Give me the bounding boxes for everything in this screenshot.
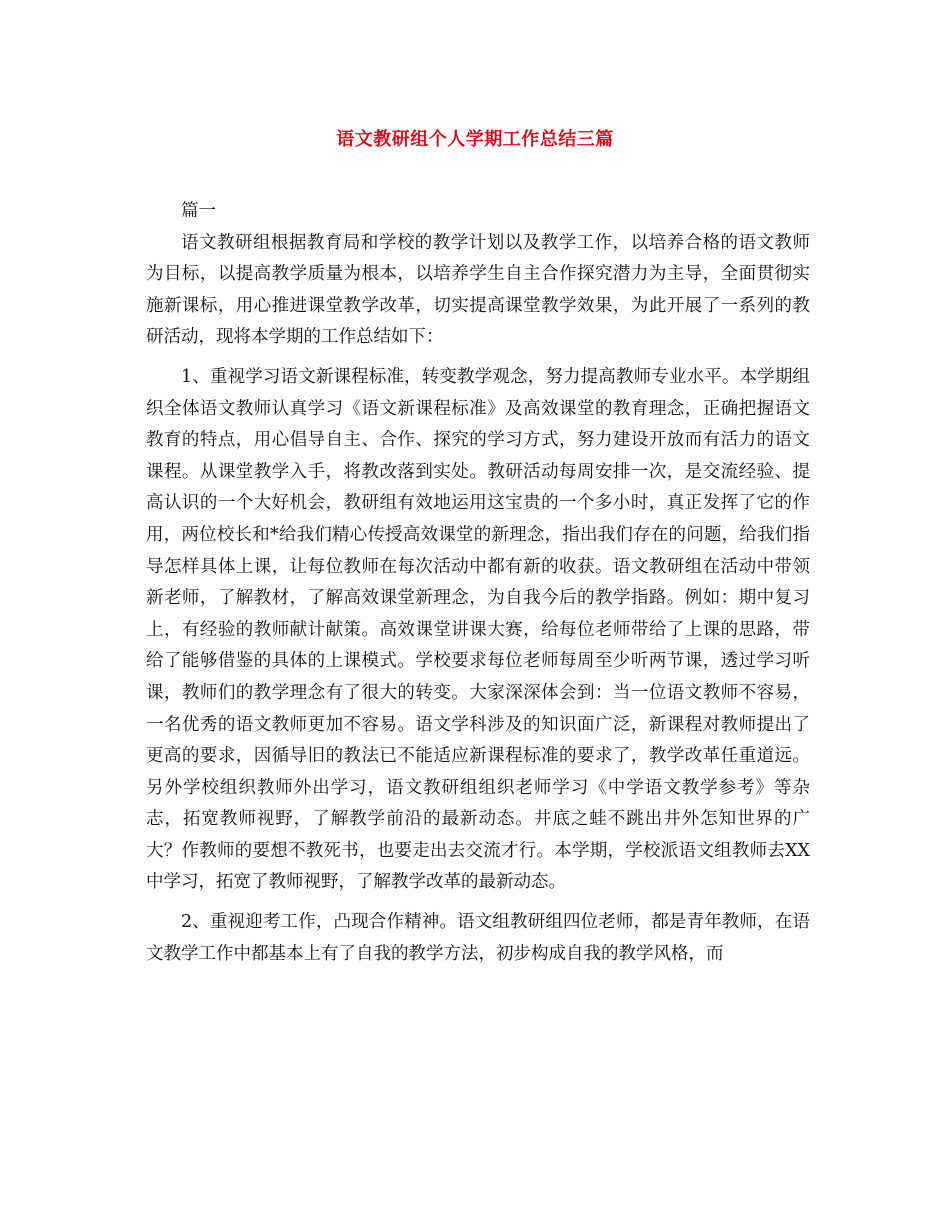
document-body [146,196,810,970]
paragraph-intro: 语文教研组根据教育局和学校的教学计划以及教学工作，以培养合格的语文教师为目标，以提高教学质量为根本，以培养学生自主合作探究潜力为主导，全面贯彻实施新课标，用心推进课堂教学改革，切实提高课堂教学效果，为此开展了一系列的教研活动，现将本学期的工作总结如下： [146,232,810,348]
paragraph-item-2: 2、重视迎考工作，凸现合作精神。语文组教研组四位老师，都是青年教师，在语文教学工作中都基本上有了自我的教学方法，初步构成自我的教学风格，而 [146,912,810,964]
paragraph-item-1: 1、重视学习语文新课程标准，转变教学观念，努力提高教师专业水平。本学期组织全体语文教师认真学习《语文新课程标准》及高效课堂的教育理念，正确把握语文教育的特点，用心倡导自主、合作、探究的学习方式，努力建设开放而有活力的语文课程。从课堂教学入手，将教改落到实处。教研活动每周安排一次，是交流经验、提高认识的一个大好机会，教研组有效地运用这宝贵的一个多小时，真正发挥了它的作用，两位校长和*给我们精心传授高效课堂的新理念，指出我们存在的问题，给我们指导怎样具体上课，让每位教师在每次活动中都有新的收获。语文教研组在活动中带领新老师，了解教材，了解高效课堂新理念，为自我今后的教学指路。例如：期中复习上，有经验的教师献计献策。高效课堂讲课大赛，给每位老师带给了上课的思路，带给了能够借鉴的具体的上课模式。学校要求每位老师每周至少听两节课，透过学习听课，教师们的教学理念有了很大的转变。大家深深体会到：当一位语文教师不容易，一名优秀的语文教师更加不容易。语文学科涉及的知识面广泛，新课程对教师提出了更高的要求，因循导旧的教法已不能适应新课程标准的要求了，教学改革任重道远。另外学校组织教师外出学习，语文教研组组织老师学习《中学语文教学参考》等杂志，拓宽教师视野，了解教学前沿的最新动态。井底之蛙不跳出井外怎知世界的广大？作教师的要想不教死书，也要走出去交流才行。本学期，学校派语文组教师去XX中学习，拓宽了教师视野，了解教学改革的最新动态。 [146,366,810,893]
document-title: 语文教研组个人学期工作总结三篇 [336,129,614,150]
section-label: 篇一 [181,201,216,221]
